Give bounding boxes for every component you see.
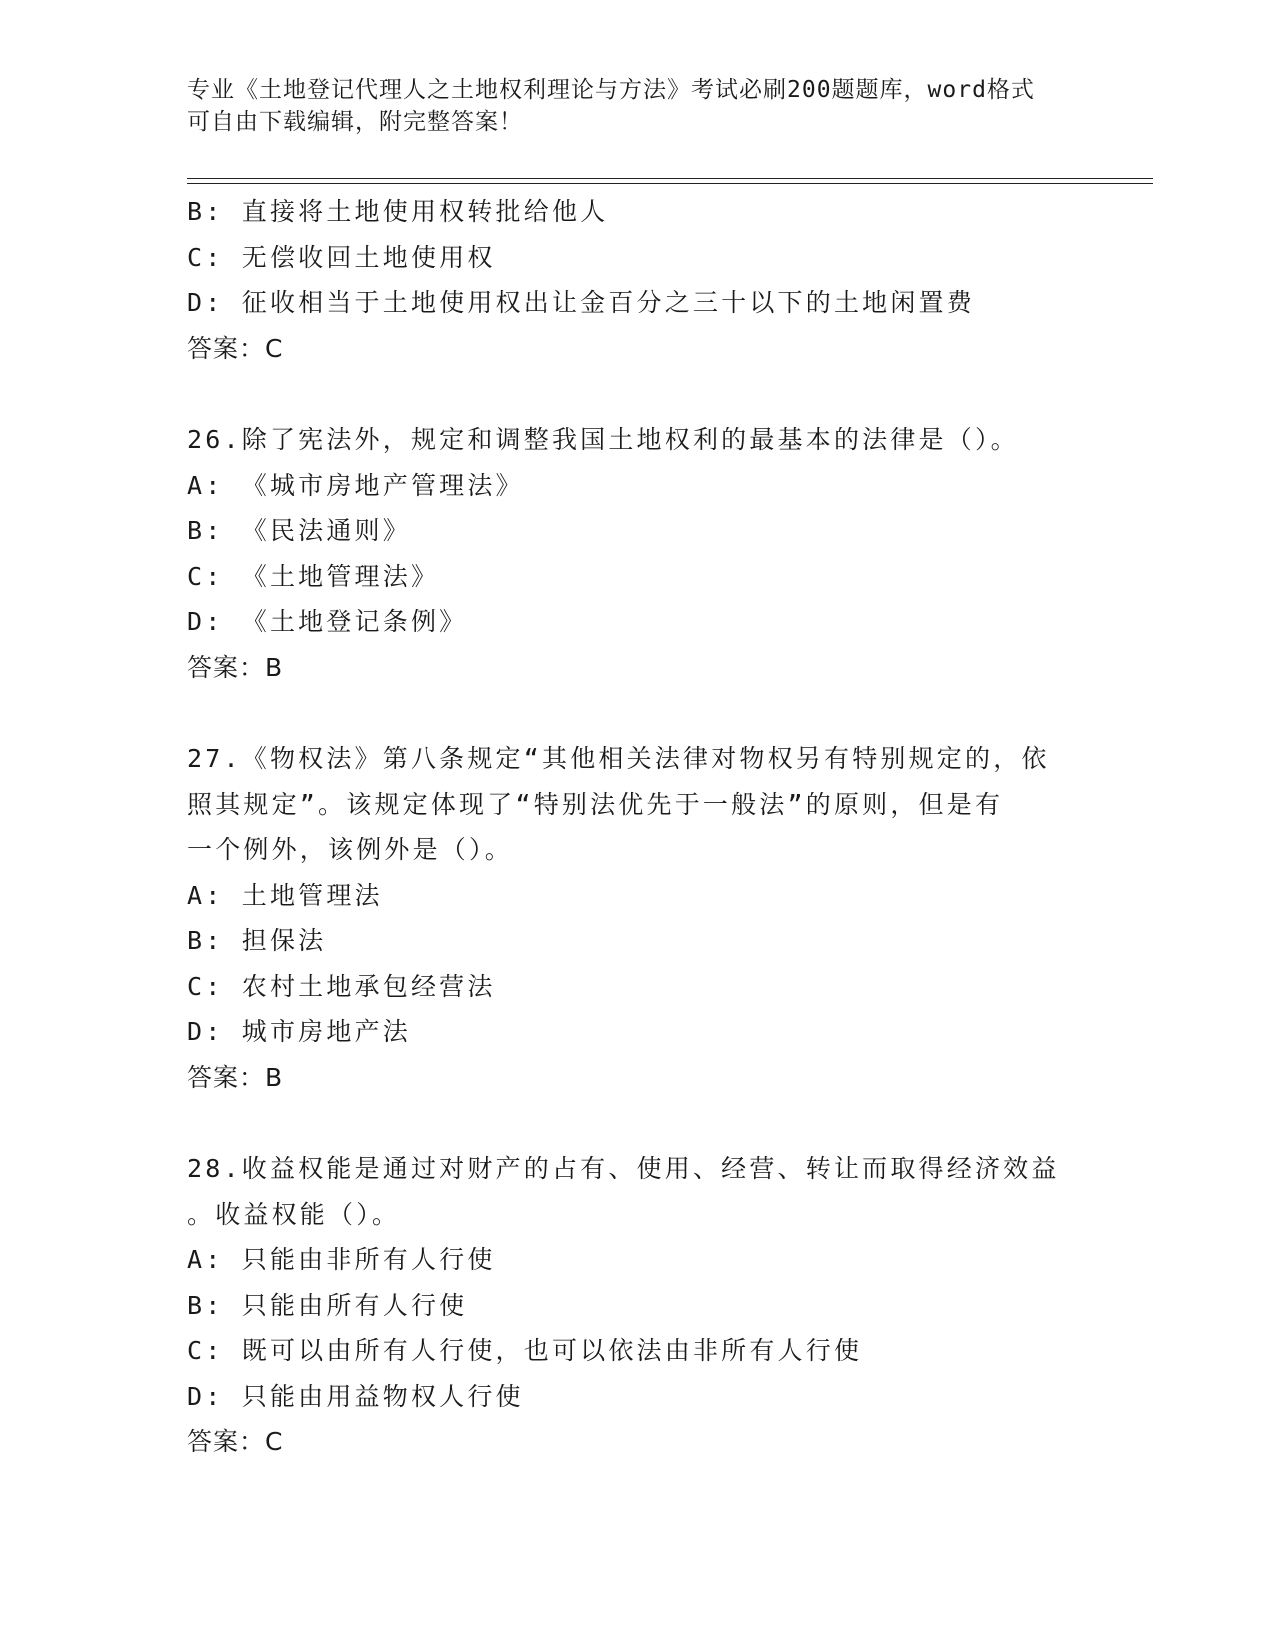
question-stem-line-1: 28.收益权能是通过对财产的占有、使用、经营、转让而取得经济效益	[187, 1154, 1060, 1183]
question-26	[187, 417, 1087, 690]
option-d: D: 征收相当于土地使用权出让金百分之三十以下的土地闲置费	[187, 288, 975, 317]
option-d: D: 《土地登记条例》	[187, 607, 468, 636]
option-a: A: 只能由非所有人行使	[187, 1245, 496, 1274]
answer-line: 答案：C	[187, 333, 284, 363]
option-a: A: 土地管理法	[187, 880, 383, 910]
answer-line: 答案：B	[187, 652, 284, 682]
option-c: C: 《土地管理法》	[187, 561, 440, 591]
option-c: C: 农村土地承包经营法	[187, 971, 496, 1001]
answer-line: 答案：C	[187, 1427, 284, 1456]
header-line-2: 可自由下载编辑，附完整答案！	[187, 109, 523, 135]
option-d: D: 只能由用益物权人行使	[187, 1381, 524, 1411]
option-b: B: 直接将土地使用权转批给他人	[187, 197, 609, 226]
header-line-1: 专业《土地登记代理人之土地权利理论与方法》考试必刷200题题库，word格式	[187, 77, 1035, 103]
question-stem: 26.除了宪法外，规定和调整我国土地权利的最基本的法律是（）。	[187, 425, 1019, 454]
spacer	[187, 371, 1087, 417]
question-stem-line-2: 。收益权能（）。	[187, 1199, 401, 1229]
document-header	[187, 74, 1087, 138]
question-stem-line-1: 27.《物权法》第八条规定“其他相关法律对物权另有特别规定的，依	[187, 744, 1050, 773]
carryover-block	[187, 189, 1087, 371]
option-d: D: 城市房地产法	[187, 1017, 411, 1046]
option-a: A: 《城市房地产管理法》	[187, 470, 524, 500]
question-stem-line-3: 一个例外，该例外是（）。	[187, 835, 513, 864]
header-rule-top	[187, 178, 1153, 179]
option-c: C: 既可以由所有人行使，也可以依法由非所有人行使	[187, 1336, 863, 1365]
answer-line: 答案：B	[187, 1062, 284, 1092]
option-b: B: 只能由所有人行使	[187, 1290, 468, 1320]
option-c: C: 无偿收回土地使用权	[187, 242, 496, 272]
header-rule-bottom	[187, 183, 1153, 184]
spacer	[187, 690, 1087, 736]
question-27	[187, 736, 1087, 1100]
option-b: B: 担保法	[187, 926, 327, 955]
spacer	[187, 1100, 1087, 1146]
option-b: B: 《民法通则》	[187, 516, 411, 545]
question-28	[187, 1146, 1087, 1465]
question-stem-line-2: 照其规定”。该规定体现了“特别法优先于一般法”的原则，但是有	[187, 789, 1004, 819]
question-content	[187, 189, 1087, 1465]
